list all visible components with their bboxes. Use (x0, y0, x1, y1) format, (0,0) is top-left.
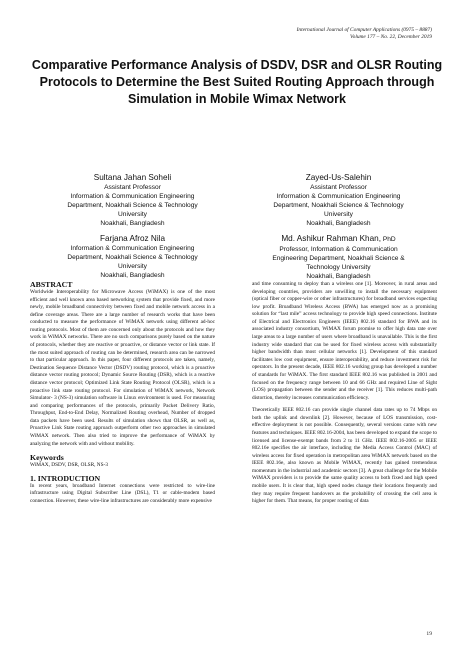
author-title: Assistant Professor (310, 184, 367, 191)
keywords-heading: Keywords (30, 453, 64, 463)
author-affiliation-line: Department, Noakhali Science & Technology (67, 254, 198, 262)
author-block-1 (30, 172, 235, 228)
right-column (252, 281, 437, 506)
introduction-text-left: In recent years, broadband Internet connections were restricted to wire-line infrastructure using Digital Subscriber Line (DSL), T1 or cable-modem based connection. However, these wire-line infrastructures are considerably more expensive (30, 482, 215, 504)
author-degree: PhD (381, 236, 396, 243)
author-location: Noakhali, Bangladesh (100, 220, 165, 228)
keywords-text: WiMAX, DSDV, DSR, OLSR, NS-3 (30, 462, 108, 469)
author-location: Noakhali, Bangladesh (306, 273, 371, 281)
author-block-2 (236, 172, 441, 228)
author-name: Sultana Jahan Soheli (93, 173, 172, 182)
author-location: Noakhali, Bangladesh (306, 220, 371, 228)
paper-title: Comparative Performance Analysis of DSDV, DSR and OLSR Routing Protocols to Determine the Best Suited Routing Approach through Simulation in Mobile Wimax Network (31, 58, 443, 106)
author-block-4 (236, 233, 441, 281)
introduction-heading: 1. INTRODUCTION (30, 473, 101, 483)
left-column (30, 280, 215, 505)
page-number: 19 (426, 631, 432, 637)
abstract-heading: ABSTRACT (30, 280, 73, 289)
author-name-text: Md. Ashikur Rahman Khan, (281, 234, 381, 243)
author-location: Noakhali, Bangladesh (100, 272, 165, 280)
author-affiliation-line: Information & Communication Engineering (70, 245, 195, 252)
journal-header (297, 27, 432, 42)
author-affiliation-line: Information & Communication Engineering (276, 193, 401, 201)
author-affiliation-line: Department, Noakhali Science & Technology (273, 202, 404, 210)
author-affiliation-line: Engineering Department, Noakhali Science & (272, 255, 405, 263)
author-title: Assistant Professor (104, 184, 161, 191)
author-block-3 (30, 233, 235, 280)
introduction-text-right-2: Theoretically IEEE 802.16 can provide single channel data rates up to 74 Mbps on both the uplink and downlink [2]. However, because of LOS transmission, cost-effective deployment is not possible. Consequently, several versions came with new features and techniques. IEEE 802.16-2004, has been developed to expand the scope to licensed and license-exempt bands from 2 to 11 GHz. IEEE 802.16-2005 or IEEE 802.16e specifies the air interface, including the Media Access Control (MAC) of wireless access for fixed operation in metropolitan area WiMAX network based on the IEEE 802.16e, also known as Mobile WiMAX, recently has gained tremendous momentum in the industrial and academic sectors [3]. A great challenge for the Mobile WiMAX providers is to provide the same quality access to both fixed and high speed mobile users. It is clear that, high speed nodes change their locations frequently and they may require frequent handovers as the probability of crossing the cell area is higher for them. That means, for proper routing of data (252, 407, 437, 505)
journal-name: International Journal of Computer Applications (0975 – 8887) (296, 27, 432, 33)
author-title: Professor, Information & Communication (279, 246, 398, 253)
journal-volume: Volume 177 – No. 22, December 2019 (349, 34, 432, 41)
author-affiliation-line: University (118, 263, 147, 271)
author-name: Farjana Afroz Nila (99, 234, 166, 243)
introduction-text-right-1: and time consuming to deploy than a wireless one [1]. Moreover, in rural areas and developing countries, providers are unwilling to install the necessary equipment (optical fiber or copper-wire or other infrastructures) for broadband services expecting low profit. Broadband Wireless Access (BWA) has emerged now as a promising solution for “last mile” access technology to provide high speed connections. Institute of Electrical and Electronics Engineers (IEEE) 802.16 standard for BWA and its associated industry consortium, WiMAX forum promise to offer high data rate over large areas to a large number of users where broadband is unavailable. This is the first industry wide standard that can be used for fixed wireless access with substantially higher bandwidth than most cellular networks [1]. Development of this standard facilitates low cost equipment, ensure interoperability, and reduce investment risk for operators. In the present decade, IEEE 802.16 working group has developed a number of standards for WiMAX. The first standard IEEE 802.16 was published in 2001 and focused on the frequency range between 10 and 66 GHz and required Line of Sight (LOS) propagation between the sender and the receiver [1]. This reduces multi-path distortion, thereby increases communication efficiency. (252, 281, 437, 401)
author-name: Zayed-Us-Salehin (305, 173, 372, 182)
author-affiliation-line: University (324, 211, 353, 219)
abstract-text: Worldwide Interoperability for Microwave Access (WiMAX) is one of the most efficient and well known area based networking system that provide fixed, and more newly, mobile broadband connectivity between fixed and mobile network access in a define coverage areas. There are a large number of research works that have been conducted to measure the performance of WiMAX network using different ad-hoc routing protocols. Most of them are concerned only about the protocols and how they work in WiMAX networks. There are no such comparisons purely based on the nature of protocols, whether they are reactive or proactive, or distance vector or link state. If the most suited approach of routing can be determined, research area can be narrowed to that particular approach. In this paper, four different protocols are taken, namely, Destination Sequence Distance Vector (DSDV) routing protocol, which is a proactive distance vector routing protocol; Dynamic Source Routing (DSR), which is a reactive distance vector protocol; Optimized Link State Routing Protocol (OLSR), which is a proactive link state routing protocol. For simulation of WiMAX network, Network Simulator- 3 (NS-3) simulation software in Linux environment is used. For measuring and comparing performances of the protocols, primarily Packet Delivery Ratio, Throughput, End-to-End Delay, Normalized Routing overhead, Number of dropped data packets have been used. Results of simulation shows that OLSR, as well as, Proactive Link State routing approach outperform other two approaches in simulated WiMAX network. Then also tried to improve the performance of WiMAX by analyzing the network with and without mobility. (30, 289, 215, 447)
author-name (236, 233, 441, 245)
author-affiliation-line: Department, Noakhali Science & Technology (67, 202, 198, 210)
author-affiliation-line: Technology University (306, 264, 371, 272)
author-affiliation-line: University (118, 211, 147, 219)
author-affiliation-line: Information & Communication Engineering (70, 193, 195, 201)
